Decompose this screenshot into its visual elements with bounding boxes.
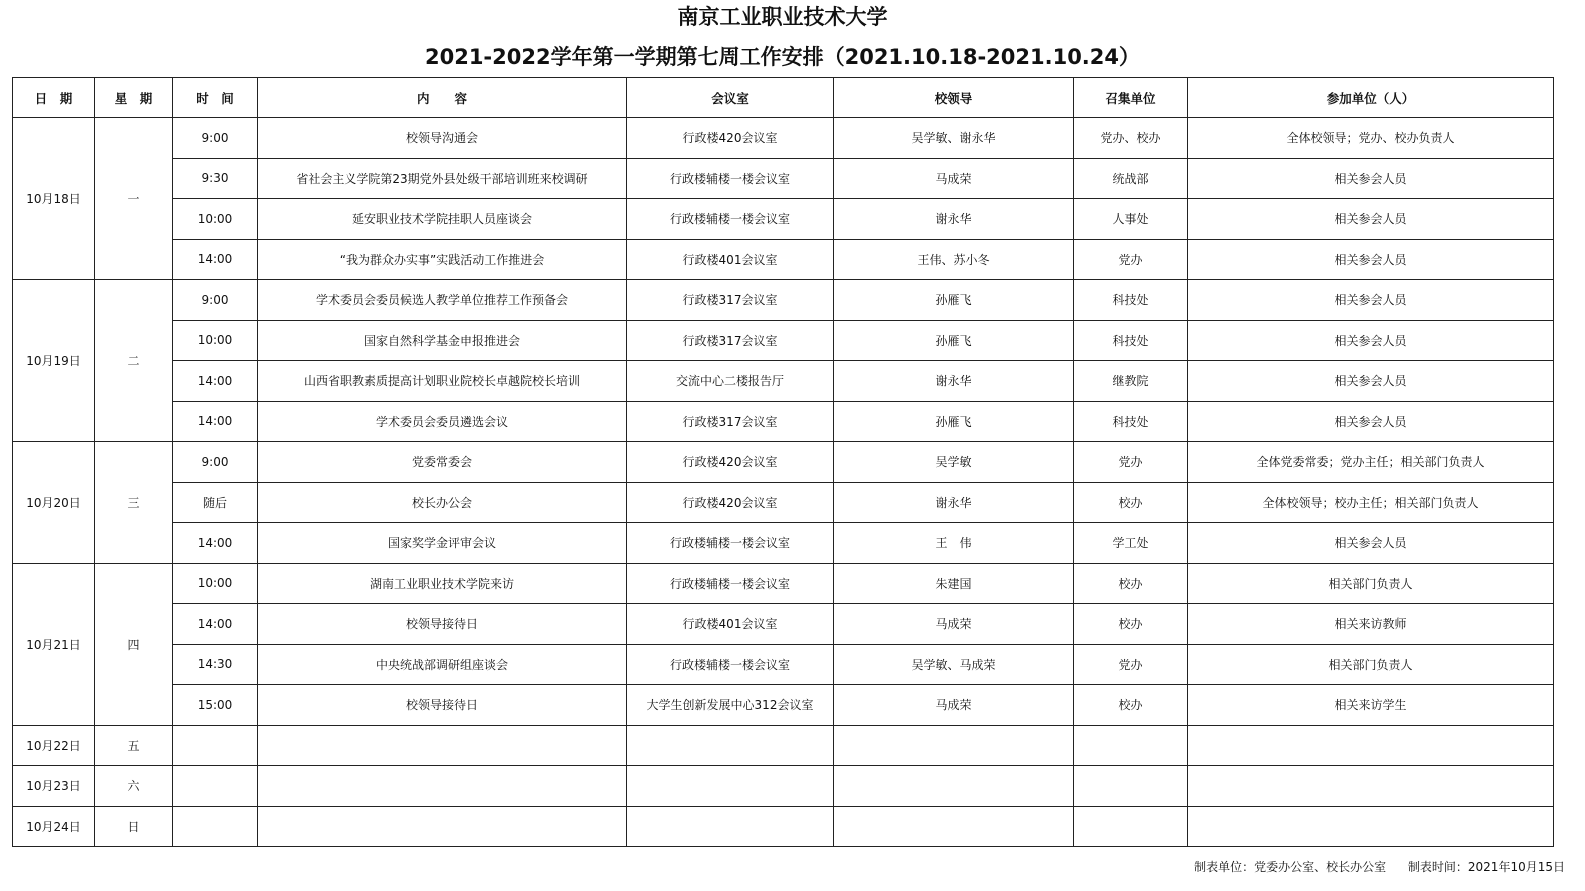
event-time: 14:00	[173, 401, 258, 442]
day-date: 10月18日	[13, 118, 95, 280]
event-time: 9:00	[173, 280, 258, 321]
event-leader: 吴学敏、马成荣	[834, 644, 1074, 685]
schedule-body	[13, 118, 1554, 847]
footer-made-by: 制表单位：党委办公室、校长办公室	[1194, 860, 1387, 874]
event-content: 校领导沟通会	[258, 118, 627, 159]
event-time: 10:00	[173, 199, 258, 240]
event-room: 行政楼317会议室	[627, 280, 834, 321]
event-convener: 继教院	[1074, 361, 1188, 402]
day-weekday: 六	[95, 766, 173, 807]
schedule-table	[12, 77, 1554, 847]
event-room: 行政楼辅楼一楼会议室	[627, 563, 834, 604]
event-leader: 孙雁飞	[834, 320, 1074, 361]
event-participants: 相关参会人员	[1188, 361, 1554, 402]
day-weekday: 三	[95, 442, 173, 564]
event-leader	[834, 766, 1074, 807]
event-room: 行政楼317会议室	[627, 401, 834, 442]
event-leader: 谢永华	[834, 361, 1074, 402]
event-content: 国家自然科学基金申报推进会	[258, 320, 627, 361]
event-participants	[1188, 766, 1554, 807]
event-participants: 相关参会人员	[1188, 320, 1554, 361]
event-time: 9:30	[173, 158, 258, 199]
event-room: 行政楼401会议室	[627, 239, 834, 280]
event-time: 14:00	[173, 604, 258, 645]
event-convener: 党办	[1074, 644, 1188, 685]
event-content: 中央统战部调研组座谈会	[258, 644, 627, 685]
event-content	[258, 766, 627, 807]
page-title: 南京工业职业技术大学	[677, 5, 888, 29]
table-row	[13, 199, 1554, 240]
event-participants: 全体校领导；党办、校办负责人	[1188, 118, 1554, 159]
event-convener: 科技处	[1074, 401, 1188, 442]
event-content: 校领导接待日	[258, 685, 627, 726]
event-time: 14:00	[173, 361, 258, 402]
event-convener: 校办	[1074, 563, 1188, 604]
day-weekday: 五	[95, 725, 173, 766]
table-row	[13, 685, 1554, 726]
event-convener: 统战部	[1074, 158, 1188, 199]
table-row	[13, 280, 1554, 321]
event-participants: 相关参会人员	[1188, 239, 1554, 280]
event-content: 党委常委会	[258, 442, 627, 483]
event-leader: 朱建国	[834, 563, 1074, 604]
event-content: 省社会主义学院第23期党外县处级干部培训班来校调研	[258, 158, 627, 199]
header-leader: 校领导	[834, 78, 1074, 118]
table-row	[13, 725, 1554, 766]
event-leader: 孙雁飞	[834, 280, 1074, 321]
event-time: 14:00	[173, 239, 258, 280]
day-date: 10月20日	[13, 442, 95, 564]
event-convener	[1074, 806, 1188, 847]
footer	[1176, 858, 1565, 875]
event-convener: 人事处	[1074, 199, 1188, 240]
event-room: 行政楼辅楼一楼会议室	[627, 644, 834, 685]
event-time	[173, 725, 258, 766]
table-row	[13, 158, 1554, 199]
event-convener: 党办	[1074, 239, 1188, 280]
table-row	[13, 320, 1554, 361]
table-row	[13, 361, 1554, 402]
event-convener: 党办、校办	[1074, 118, 1188, 159]
header-weekday: 星 期	[95, 78, 173, 118]
event-leader: 马成荣	[834, 158, 1074, 199]
event-time	[173, 766, 258, 807]
event-time: 10:00	[173, 320, 258, 361]
event-room: 行政楼420会议室	[627, 442, 834, 483]
event-participants: 相关参会人员	[1188, 280, 1554, 321]
event-convener	[1074, 766, 1188, 807]
event-room: 交流中心二楼报告厅	[627, 361, 834, 402]
event-time: 14:30	[173, 644, 258, 685]
day-weekday: 一	[95, 118, 173, 280]
event-participants: 全体党委常委；党办主任；相关部门负责人	[1188, 442, 1554, 483]
event-participants	[1188, 725, 1554, 766]
event-convener: 校办	[1074, 482, 1188, 523]
day-date: 10月22日	[13, 725, 95, 766]
event-convener: 党办	[1074, 442, 1188, 483]
event-time: 15:00	[173, 685, 258, 726]
header-participants: 参加单位（人）	[1188, 78, 1554, 118]
event-participants: 相关来访教师	[1188, 604, 1554, 645]
day-date: 10月24日	[13, 806, 95, 847]
event-leader: 孙雁飞	[834, 401, 1074, 442]
event-content	[258, 725, 627, 766]
event-content: 湖南工业职业技术学院来访	[258, 563, 627, 604]
event-participants: 相关部门负责人	[1188, 563, 1554, 604]
event-participants: 全体校领导；校办主任；相关部门负责人	[1188, 482, 1554, 523]
event-room: 行政楼420会议室	[627, 118, 834, 159]
event-content: “我为群众办实事”实践活动工作推进会	[258, 239, 627, 280]
header-row	[13, 78, 1554, 118]
event-content: 学术委员会委员遴选会议	[258, 401, 627, 442]
event-participants: 相关参会人员	[1188, 401, 1554, 442]
day-weekday: 日	[95, 806, 173, 847]
page-subtitle: 2021-2022学年第一学期第七周工作安排（2021.10.18-2021.10.24）	[424, 45, 1141, 69]
event-room	[627, 725, 834, 766]
event-leader: 谢永华	[834, 199, 1074, 240]
event-room: 大学生创新发展中心312会议室	[627, 685, 834, 726]
event-content: 学术委员会委员候选人教学单位推荐工作预备会	[258, 280, 627, 321]
table-row	[13, 118, 1554, 159]
event-time: 9:00	[173, 442, 258, 483]
event-leader: 马成荣	[834, 685, 1074, 726]
table-row	[13, 442, 1554, 483]
event-participants: 相关参会人员	[1188, 158, 1554, 199]
event-participants	[1188, 806, 1554, 847]
event-convener: 校办	[1074, 685, 1188, 726]
event-convener: 学工处	[1074, 523, 1188, 564]
event-participants: 相关部门负责人	[1188, 644, 1554, 685]
event-content: 校长办公会	[258, 482, 627, 523]
event-content: 山西省职教素质提高计划职业院校长卓越院校长培训	[258, 361, 627, 402]
event-leader: 王 伟	[834, 523, 1074, 564]
event-leader: 马成荣	[834, 604, 1074, 645]
event-participants: 相关参会人员	[1188, 199, 1554, 240]
event-time	[173, 806, 258, 847]
event-leader: 吴学敏、谢永华	[834, 118, 1074, 159]
day-date: 10月23日	[13, 766, 95, 807]
event-time: 10:00	[173, 563, 258, 604]
event-time: 9:00	[173, 118, 258, 159]
header-time: 时 间	[173, 78, 258, 118]
event-content: 国家奖学金评审会议	[258, 523, 627, 564]
event-room	[627, 806, 834, 847]
table-row	[13, 482, 1554, 523]
event-room: 行政楼辅楼一楼会议室	[627, 199, 834, 240]
footer-made-time: 制表时间：2021年10月15日	[1407, 860, 1565, 874]
table-row	[13, 239, 1554, 280]
event-participants: 相关来访学生	[1188, 685, 1554, 726]
event-leader: 王伟、苏小冬	[834, 239, 1074, 280]
header-room: 会议室	[627, 78, 834, 118]
event-room: 行政楼420会议室	[627, 482, 834, 523]
event-leader: 谢永华	[834, 482, 1074, 523]
event-convener	[1074, 725, 1188, 766]
day-weekday: 二	[95, 280, 173, 442]
event-convener: 校办	[1074, 604, 1188, 645]
event-content: 校领导接待日	[258, 604, 627, 645]
event-room	[627, 766, 834, 807]
day-weekday: 四	[95, 563, 173, 725]
event-leader	[834, 806, 1074, 847]
header-convener: 召集单位	[1074, 78, 1188, 118]
table-row	[13, 604, 1554, 645]
event-room: 行政楼401会议室	[627, 604, 834, 645]
header-date: 日 期	[13, 78, 95, 118]
event-content	[258, 806, 627, 847]
table-row	[13, 766, 1554, 807]
event-room: 行政楼辅楼一楼会议室	[627, 523, 834, 564]
event-convener: 科技处	[1074, 280, 1188, 321]
event-room: 行政楼317会议室	[627, 320, 834, 361]
event-room: 行政楼辅楼一楼会议室	[627, 158, 834, 199]
event-content: 延安职业技术学院挂职人员座谈会	[258, 199, 627, 240]
table-row	[13, 563, 1554, 604]
table-row	[13, 806, 1554, 847]
day-date: 10月19日	[13, 280, 95, 442]
table-row	[13, 644, 1554, 685]
event-time: 14:00	[173, 523, 258, 564]
event-leader: 吴学敏	[834, 442, 1074, 483]
event-participants: 相关参会人员	[1188, 523, 1554, 564]
day-date: 10月21日	[13, 563, 95, 725]
event-leader	[834, 725, 1074, 766]
event-time: 随后	[173, 482, 258, 523]
table-row	[13, 523, 1554, 564]
header-content: 内 容	[258, 78, 627, 118]
event-convener: 科技处	[1074, 320, 1188, 361]
table-row	[13, 401, 1554, 442]
